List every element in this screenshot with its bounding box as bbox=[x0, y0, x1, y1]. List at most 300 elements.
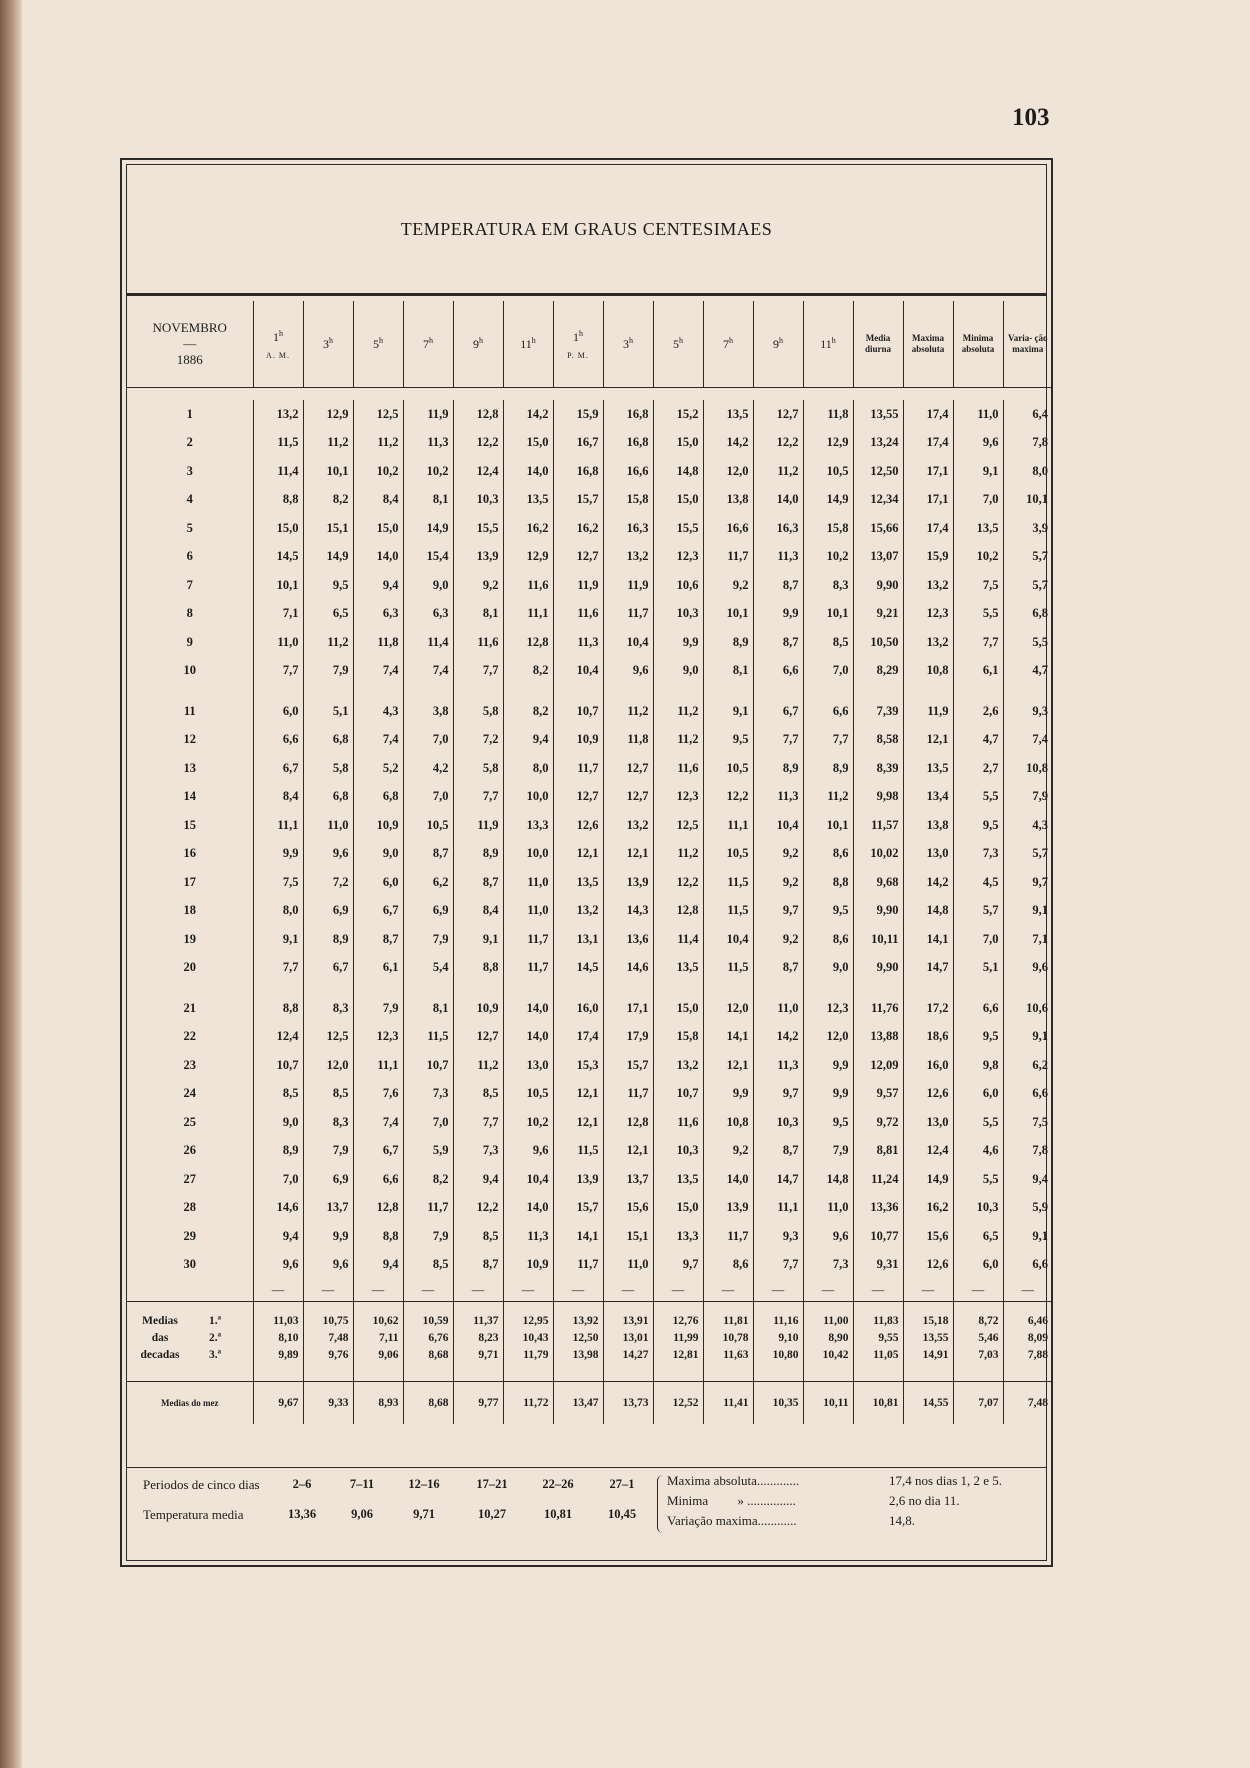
value-cell: 14,8 bbox=[903, 897, 953, 926]
dash-cell: — bbox=[753, 1279, 803, 1302]
value-cell: 7,88 bbox=[1003, 1346, 1052, 1382]
value-cell: 7,11 bbox=[353, 1329, 403, 1346]
value-cell: 10,11 bbox=[803, 1382, 853, 1425]
value-cell: 9,1 bbox=[703, 697, 753, 726]
value-cell: 11,0 bbox=[803, 1194, 853, 1223]
value-cell: 6,9 bbox=[303, 1165, 353, 1194]
value-cell: 12,7 bbox=[603, 754, 653, 783]
value-cell: 6,46 bbox=[1003, 1302, 1052, 1330]
value-cell: 13,7 bbox=[303, 1194, 353, 1223]
day-cell: 3 bbox=[186, 463, 193, 478]
value-cell: 6,3 bbox=[353, 600, 403, 629]
value-cell: 10,50 bbox=[853, 628, 903, 657]
value-cell: 3,9 bbox=[1003, 514, 1052, 543]
value-cell: 10,2 bbox=[353, 457, 403, 486]
value-cell: 11,9 bbox=[903, 697, 953, 726]
spacer-cell bbox=[503, 685, 553, 697]
value-cell: 6,8 bbox=[1003, 600, 1052, 629]
value-cell: 12,0 bbox=[703, 457, 753, 486]
value-cell: 11,3 bbox=[753, 1051, 803, 1080]
value-cell: 6,0 bbox=[253, 697, 303, 726]
value-cell: 9,72 bbox=[853, 1108, 903, 1137]
spacer-cell bbox=[653, 685, 703, 697]
value-cell: 16,8 bbox=[553, 457, 603, 486]
value-cell: 10,3 bbox=[453, 486, 503, 515]
value-cell: 11,7 bbox=[503, 954, 553, 983]
value-cell: 8,39 bbox=[853, 754, 903, 783]
value-cell: 7,7 bbox=[453, 657, 503, 686]
value-cell: 13,5 bbox=[703, 400, 753, 429]
temperature-table bbox=[127, 301, 1052, 1424]
value-cell: 8,5 bbox=[803, 628, 853, 657]
value-cell: 8,09 bbox=[1003, 1329, 1052, 1346]
value-cell: 13,8 bbox=[703, 486, 753, 515]
spacer-cell bbox=[553, 982, 603, 994]
table-row bbox=[127, 628, 1052, 657]
value-cell: 12,7 bbox=[553, 783, 603, 812]
value-cell: 16,6 bbox=[703, 514, 753, 543]
table-title: TEMPERATURA EM GRAUS CENTESIMAES bbox=[400, 219, 773, 239]
value-cell: 5,7 bbox=[1003, 571, 1052, 600]
value-cell: 6,7 bbox=[353, 1137, 403, 1166]
value-cell: 8,2 bbox=[503, 697, 553, 726]
maxima-absoluta-header: Maxima absoluta bbox=[903, 301, 953, 388]
hour-value: 11 bbox=[520, 337, 532, 351]
value-cell: 10,4 bbox=[703, 925, 753, 954]
minima-value: 2,6 no dia 11. bbox=[889, 1493, 960, 1508]
value-cell: 15,4 bbox=[403, 543, 453, 572]
value-cell: 11,99 bbox=[653, 1329, 703, 1346]
hour-header bbox=[553, 301, 603, 388]
day-cell: 29 bbox=[183, 1228, 196, 1243]
hour-suffix: h bbox=[729, 336, 733, 345]
value-cell: 10,1 bbox=[803, 600, 853, 629]
value-cell: 10,5 bbox=[703, 754, 753, 783]
day-cell: 14 bbox=[183, 789, 196, 804]
value-cell: 3,8 bbox=[403, 697, 453, 726]
value-cell: 15,18 bbox=[903, 1302, 953, 1330]
value-cell: 8,7 bbox=[403, 840, 453, 869]
value-cell: 10,11 bbox=[853, 925, 903, 954]
value-cell: 12,7 bbox=[453, 1023, 503, 1052]
value-cell: 6,7 bbox=[253, 754, 303, 783]
value-cell: 12,7 bbox=[553, 543, 603, 572]
value-cell: 13,2 bbox=[603, 811, 653, 840]
value-cell: 12,9 bbox=[803, 429, 853, 458]
value-cell: 6,5 bbox=[303, 600, 353, 629]
value-cell: 10,3 bbox=[753, 1108, 803, 1137]
value-cell: 10,3 bbox=[653, 1137, 703, 1166]
header-row bbox=[127, 301, 1052, 388]
value-cell: 4,6 bbox=[953, 1137, 1003, 1166]
value-cell: 9,4 bbox=[253, 1222, 303, 1251]
value-cell: 9,9 bbox=[803, 1080, 853, 1109]
value-cell: 9,9 bbox=[653, 628, 703, 657]
variacao-dots: ............ bbox=[757, 1513, 797, 1528]
temperatura-media-value: 10,27 bbox=[477, 1507, 507, 1521]
day-cell: 27 bbox=[183, 1171, 196, 1186]
dash-cell: — bbox=[303, 1279, 353, 1302]
variacao-maxima-header: Varia- ção maxima bbox=[1003, 301, 1052, 388]
value-cell: 9,6 bbox=[303, 1251, 353, 1280]
decada-label-text: das bbox=[151, 1331, 169, 1344]
value-cell: 5,1 bbox=[303, 697, 353, 726]
value-cell: 11,7 bbox=[603, 1080, 653, 1109]
media-diurna-header: Media diurna bbox=[853, 301, 903, 388]
dash-cell: — bbox=[453, 1279, 503, 1302]
value-cell: 8,5 bbox=[453, 1080, 503, 1109]
medias-mez-label: Medias do mez bbox=[127, 1382, 253, 1425]
value-cell: 14,0 bbox=[503, 1023, 553, 1052]
value-cell: 17,4 bbox=[903, 514, 953, 543]
value-cell: 9,1 bbox=[1003, 1023, 1052, 1052]
spacer-cell bbox=[303, 685, 353, 697]
value-cell: 11,1 bbox=[753, 1194, 803, 1223]
hour-value: 5 bbox=[373, 337, 379, 351]
value-cell: 14,27 bbox=[603, 1346, 653, 1382]
value-cell: 9,98 bbox=[853, 783, 903, 812]
value-cell: 7,9 bbox=[303, 1137, 353, 1166]
value-cell: 9,4 bbox=[1003, 1165, 1052, 1194]
table-body bbox=[127, 388, 1052, 1425]
value-cell: 6,9 bbox=[403, 897, 453, 926]
value-cell: 10,35 bbox=[753, 1382, 803, 1425]
value-cell: 7,7 bbox=[803, 726, 853, 755]
value-cell: 12,7 bbox=[603, 783, 653, 812]
value-cell: 9,9 bbox=[803, 1051, 853, 1080]
value-cell: 6,9 bbox=[303, 897, 353, 926]
value-cell: 15,6 bbox=[603, 1194, 653, 1223]
spacer-cell bbox=[453, 685, 503, 697]
value-cell: 11,7 bbox=[703, 543, 753, 572]
value-cell: 16,8 bbox=[603, 400, 653, 429]
value-cell: 12,3 bbox=[903, 600, 953, 629]
value-cell: 11,6 bbox=[453, 628, 503, 657]
decada-label-text: Medias bbox=[142, 1314, 178, 1327]
value-cell: 9,7 bbox=[1003, 868, 1052, 897]
table-row bbox=[127, 600, 1052, 629]
value-cell: 9,5 bbox=[303, 571, 353, 600]
value-cell: 7,7 bbox=[453, 783, 503, 812]
value-cell: 13,2 bbox=[603, 543, 653, 572]
value-cell: 10,5 bbox=[803, 457, 853, 486]
value-cell: 13,98 bbox=[553, 1346, 603, 1382]
temperatura-media-value: 10,45 bbox=[607, 1507, 637, 1521]
value-cell: 6,8 bbox=[303, 783, 353, 812]
value-cell: 13,55 bbox=[853, 400, 903, 429]
value-cell: 6,6 bbox=[1003, 1080, 1052, 1109]
value-cell: 17,1 bbox=[603, 994, 653, 1023]
month-header bbox=[127, 301, 253, 388]
table-row bbox=[127, 783, 1052, 812]
value-cell: 11,5 bbox=[703, 868, 753, 897]
table-row bbox=[127, 571, 1052, 600]
value-cell: 9,3 bbox=[1003, 697, 1052, 726]
value-cell: 13,7 bbox=[603, 1165, 653, 1194]
day-cell: 4 bbox=[186, 492, 193, 507]
temperatura-media-value: 10,81 bbox=[543, 1507, 573, 1521]
value-cell: 12,09 bbox=[853, 1051, 903, 1080]
value-cell: 12,81 bbox=[653, 1346, 703, 1382]
value-cell: 11,57 bbox=[853, 811, 903, 840]
dash-cell: — bbox=[553, 1279, 603, 1302]
book-binding-edge bbox=[0, 0, 22, 1768]
value-cell: 12,5 bbox=[303, 1023, 353, 1052]
value-cell: 12,3 bbox=[653, 783, 703, 812]
value-cell: 12,8 bbox=[503, 628, 553, 657]
value-cell: 13,6 bbox=[603, 925, 653, 954]
value-cell: 9,5 bbox=[803, 897, 853, 926]
value-cell: 9,31 bbox=[853, 1251, 903, 1280]
value-cell: 15,5 bbox=[653, 514, 703, 543]
value-cell: 4,3 bbox=[353, 697, 403, 726]
value-cell: 14,2 bbox=[703, 429, 753, 458]
spacer-row bbox=[127, 982, 1052, 994]
value-cell: 10,7 bbox=[403, 1051, 453, 1080]
hour-header bbox=[753, 301, 803, 388]
value-cell: 12,5 bbox=[653, 811, 703, 840]
dash-cell: — bbox=[603, 1279, 653, 1302]
table-row bbox=[127, 954, 1052, 983]
value-cell: 6,8 bbox=[303, 726, 353, 755]
value-cell: 11,7 bbox=[503, 925, 553, 954]
value-cell: 16,2 bbox=[503, 514, 553, 543]
value-cell: 9,7 bbox=[653, 1251, 703, 1280]
value-cell: 7,7 bbox=[753, 1251, 803, 1280]
value-cell: 11,0 bbox=[503, 897, 553, 926]
value-cell: 9,2 bbox=[753, 925, 803, 954]
value-cell: 17,2 bbox=[903, 994, 953, 1023]
day-cell: 2 bbox=[186, 435, 193, 450]
value-cell: 8,3 bbox=[803, 571, 853, 600]
value-cell: 8,58 bbox=[853, 726, 903, 755]
footer-rule bbox=[127, 1467, 1046, 1468]
value-cell: 10,81 bbox=[853, 1382, 903, 1425]
day-cell: 17 bbox=[183, 874, 196, 889]
value-cell: 11,41 bbox=[703, 1382, 753, 1425]
value-cell: 11,7 bbox=[703, 1222, 753, 1251]
value-cell: 9,33 bbox=[303, 1382, 353, 1425]
dash-cell: — bbox=[703, 1279, 753, 1302]
value-cell: 9,2 bbox=[703, 1137, 753, 1166]
value-cell: 8,7 bbox=[353, 925, 403, 954]
value-cell: 7,48 bbox=[303, 1329, 353, 1346]
value-cell: 10,9 bbox=[553, 726, 603, 755]
value-cell: 9,4 bbox=[353, 571, 403, 600]
hour-suffix: h bbox=[679, 336, 683, 345]
value-cell: 15,8 bbox=[603, 486, 653, 515]
value-cell: 7,0 bbox=[953, 925, 1003, 954]
value-cell: 10,0 bbox=[503, 840, 553, 869]
decada-row bbox=[127, 1346, 1052, 1382]
value-cell: 10,8 bbox=[1003, 754, 1052, 783]
value-cell: 12,0 bbox=[803, 1023, 853, 1052]
hour-suffix: h bbox=[831, 336, 836, 345]
hour-suffix: h bbox=[429, 336, 433, 345]
spacer-cell bbox=[803, 685, 853, 697]
value-cell: 9,6 bbox=[1003, 954, 1052, 983]
value-cell: 6,6 bbox=[803, 697, 853, 726]
value-cell: 7,5 bbox=[953, 571, 1003, 600]
hour-suffix: h bbox=[329, 336, 333, 345]
value-cell: 12,8 bbox=[453, 400, 503, 429]
value-cell: 10,1 bbox=[803, 811, 853, 840]
value-cell: 7,9 bbox=[1003, 783, 1052, 812]
value-cell: 14,91 bbox=[903, 1346, 953, 1382]
value-cell: 6,2 bbox=[1003, 1051, 1052, 1080]
value-cell: 11,2 bbox=[353, 429, 403, 458]
value-cell: 7,3 bbox=[403, 1080, 453, 1109]
decada-ordinal: 1.ª bbox=[209, 1314, 222, 1327]
table-row bbox=[127, 400, 1052, 429]
value-cell: 15,5 bbox=[453, 514, 503, 543]
value-cell: 13,2 bbox=[903, 571, 953, 600]
spacer-cell bbox=[853, 982, 903, 994]
value-cell: 12,34 bbox=[853, 486, 903, 515]
value-cell: 11,9 bbox=[453, 811, 503, 840]
value-cell: 11,4 bbox=[253, 457, 303, 486]
value-cell: 9,2 bbox=[753, 868, 803, 897]
value-cell: 8,3 bbox=[303, 994, 353, 1023]
value-cell: 7,1 bbox=[253, 600, 303, 629]
value-cell: 11,8 bbox=[603, 726, 653, 755]
value-cell: 8,5 bbox=[403, 1251, 453, 1280]
value-cell: 5,9 bbox=[403, 1137, 453, 1166]
value-cell: 14,5 bbox=[253, 543, 303, 572]
value-cell: 10,5 bbox=[403, 811, 453, 840]
value-cell: 14,2 bbox=[503, 400, 553, 429]
value-cell: 12,6 bbox=[903, 1251, 953, 1280]
value-cell: 10,5 bbox=[503, 1080, 553, 1109]
value-cell: 13,2 bbox=[903, 628, 953, 657]
hour-value: 9 bbox=[773, 337, 779, 351]
value-cell: 11,9 bbox=[403, 400, 453, 429]
hour-value: 7 bbox=[723, 337, 729, 351]
value-cell: 10,7 bbox=[253, 1051, 303, 1080]
value-cell: 6,0 bbox=[353, 868, 403, 897]
value-cell: 14,3 bbox=[603, 897, 653, 926]
value-cell: 8,7 bbox=[753, 1137, 803, 1166]
value-cell: 8,3 bbox=[303, 1108, 353, 1137]
value-cell: 11,3 bbox=[503, 1222, 553, 1251]
value-cell: 10,2 bbox=[403, 457, 453, 486]
decada-row bbox=[127, 1302, 1052, 1330]
value-cell: 9,2 bbox=[453, 571, 503, 600]
value-cell: 14,6 bbox=[603, 954, 653, 983]
spacer-cell bbox=[1003, 982, 1052, 994]
value-cell: 8,9 bbox=[253, 1137, 303, 1166]
value-cell: 14,9 bbox=[403, 514, 453, 543]
value-cell: 12,0 bbox=[703, 994, 753, 1023]
day-cell: 13 bbox=[183, 760, 196, 775]
value-cell: 11,24 bbox=[853, 1165, 903, 1194]
value-cell: 11,63 bbox=[703, 1346, 753, 1382]
value-cell: 15,0 bbox=[253, 514, 303, 543]
value-cell: 10,42 bbox=[803, 1346, 853, 1382]
minima-text: Minima bbox=[667, 1493, 709, 1508]
value-cell: 11,2 bbox=[653, 697, 703, 726]
value-cell: 5,46 bbox=[953, 1329, 1003, 1346]
spacer-cell bbox=[127, 982, 253, 994]
value-cell: 9,5 bbox=[953, 1023, 1003, 1052]
value-cell: 8,7 bbox=[753, 628, 803, 657]
spacer-cell bbox=[603, 685, 653, 697]
day-cell: 8 bbox=[186, 606, 193, 621]
day-cell: 26 bbox=[183, 1143, 196, 1158]
value-cell: 6,1 bbox=[953, 657, 1003, 686]
value-cell: 8,1 bbox=[453, 600, 503, 629]
periodo-value: 12–16 bbox=[408, 1477, 440, 1491]
value-cell: 9,1 bbox=[1003, 897, 1052, 926]
value-cell: 6,1 bbox=[353, 954, 403, 983]
value-cell: 13,73 bbox=[603, 1382, 653, 1425]
value-cell: 9,8 bbox=[953, 1051, 1003, 1080]
value-cell: 11,7 bbox=[403, 1194, 453, 1223]
minima-label bbox=[667, 1493, 796, 1509]
value-cell: 16,6 bbox=[603, 457, 653, 486]
table-row bbox=[127, 697, 1052, 726]
table-row bbox=[127, 925, 1052, 954]
value-cell: 4,7 bbox=[1003, 657, 1052, 686]
value-cell: 12,6 bbox=[903, 1080, 953, 1109]
value-cell: 14,1 bbox=[553, 1222, 603, 1251]
value-cell: 11,00 bbox=[803, 1302, 853, 1330]
value-cell: 8,0 bbox=[1003, 457, 1052, 486]
value-cell: 7,48 bbox=[1003, 1382, 1052, 1425]
table-row bbox=[127, 514, 1052, 543]
value-cell: 10,62 bbox=[353, 1302, 403, 1330]
value-cell: 12,9 bbox=[303, 400, 353, 429]
value-cell: 13,5 bbox=[503, 486, 553, 515]
value-cell: 9,21 bbox=[853, 600, 903, 629]
value-cell: 10,9 bbox=[453, 994, 503, 1023]
value-cell: 6,76 bbox=[403, 1329, 453, 1346]
spacer-cell bbox=[403, 982, 453, 994]
hour-suffix: h bbox=[629, 336, 633, 345]
value-cell: 9,0 bbox=[403, 571, 453, 600]
value-cell: 12,1 bbox=[603, 1137, 653, 1166]
hour-suffix: h bbox=[531, 336, 536, 345]
temperatura-media-value: 9,71 bbox=[413, 1507, 435, 1521]
value-cell: 9,0 bbox=[803, 954, 853, 983]
value-cell: 17,4 bbox=[903, 429, 953, 458]
value-cell: 7,39 bbox=[853, 697, 903, 726]
spacer-cell bbox=[353, 982, 403, 994]
value-cell: 8,4 bbox=[353, 486, 403, 515]
value-cell: 7,0 bbox=[403, 726, 453, 755]
day-cell: 5 bbox=[186, 520, 193, 535]
value-cell: 9,0 bbox=[253, 1108, 303, 1137]
value-cell: 15,0 bbox=[653, 1194, 703, 1223]
value-cell: 8,1 bbox=[703, 657, 753, 686]
value-cell: 5,1 bbox=[953, 954, 1003, 983]
spacer-cell bbox=[127, 685, 253, 697]
value-cell: 8,9 bbox=[753, 754, 803, 783]
value-cell: 14,7 bbox=[903, 954, 953, 983]
value-cell: 8,90 bbox=[803, 1329, 853, 1346]
value-cell: 9,55 bbox=[853, 1329, 903, 1346]
value-cell: 8,6 bbox=[803, 925, 853, 954]
value-cell: 8,8 bbox=[253, 994, 303, 1023]
minima-absoluta-header: Minima absoluta bbox=[953, 301, 1003, 388]
hour-header bbox=[403, 301, 453, 388]
value-cell: 7,7 bbox=[253, 954, 303, 983]
value-cell: 2,6 bbox=[953, 697, 1003, 726]
value-cell: 10,80 bbox=[753, 1346, 803, 1382]
value-cell: 4,3 bbox=[1003, 811, 1052, 840]
value-cell: 5,8 bbox=[303, 754, 353, 783]
value-cell: 11,1 bbox=[703, 811, 753, 840]
